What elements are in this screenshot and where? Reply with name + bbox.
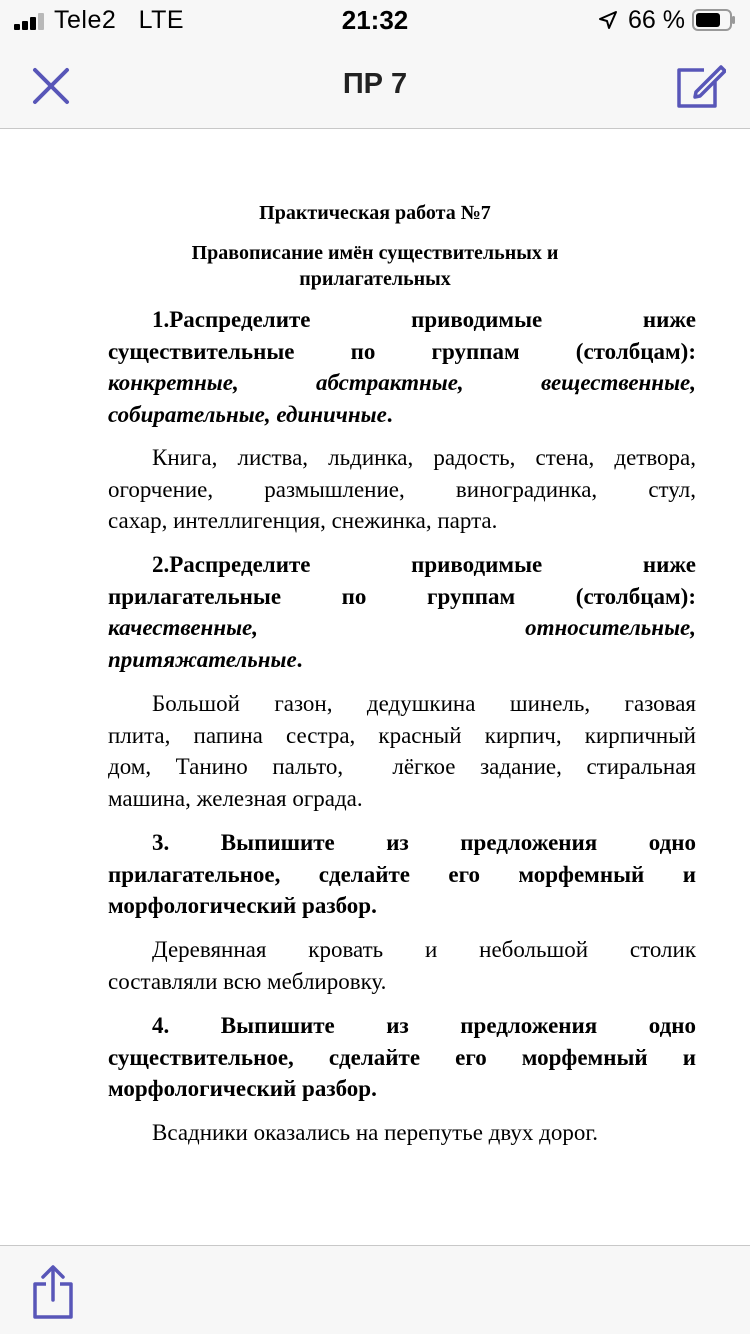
task-line-end: . (296, 646, 303, 672)
doc-title: Практическая работа №7 (259, 202, 491, 224)
doc-subtitle-line: Правописание имён существительных и (191, 242, 559, 264)
task-line-italic: собирательные, единичные (108, 401, 387, 427)
task-line (108, 644, 696, 676)
text-line: огорчение, размышление, виноградинка, стул, (108, 476, 696, 502)
text-line: Всадники оказались на перепутье двух дорог. (152, 1120, 598, 1145)
task-line: 3. Выпишите из предложения одно (152, 830, 696, 855)
share-icon[interactable] (30, 1264, 76, 1320)
text-line: Деревянная кровать и небольшой столик (152, 937, 696, 962)
exercise-text-2 (108, 688, 696, 814)
task-line: прилагательное, сделайте его морфемный и (108, 861, 696, 887)
text-line: Книга, листва, льдинка, радость, стена, детвора, (152, 445, 696, 470)
doc-subtitle-line: прилагательных (299, 268, 451, 290)
battery-icon (692, 9, 736, 31)
text-line: составляли всю меблировку. (108, 968, 387, 994)
exercise-text-1 (108, 442, 696, 537)
task-line (108, 399, 696, 431)
task-line: прилагательные по группам (столбцам): (108, 583, 696, 609)
nav-bar (0, 40, 750, 129)
task-line: морфологический разбор. (108, 893, 377, 918)
page-title: ПР 7 (342, 68, 408, 100)
task-line: существительное, сделайте его морфемный и (108, 1044, 696, 1070)
exercise-text-3 (108, 934, 696, 997)
task-2 (108, 549, 696, 675)
clock: 21:32 (341, 5, 409, 35)
battery-percent: 66 % (628, 6, 685, 34)
task-line: 4. Выпишите из предложения одно (152, 1013, 696, 1038)
task-line: качественные, относительные, (108, 615, 696, 640)
text-line: машина, железная ограда. (108, 785, 363, 811)
task-line: конкретные, абстрактные, вещественные, (108, 370, 696, 395)
bottom-toolbar (0, 1245, 750, 1334)
task-line: морфологический разбор. (108, 1076, 377, 1101)
status-bar (0, 0, 750, 40)
text-line: дом, Танино пальто, лёгкое задание, стиральная (108, 754, 696, 779)
edit-icon[interactable] (674, 60, 726, 110)
doc-subtitle (150, 240, 600, 292)
text-line: плита, папина сестра, красный кирпич, кирпичный (108, 722, 696, 748)
exercise-text-4 (108, 1117, 696, 1149)
task-4 (108, 1010, 696, 1105)
carrier-label: Tele2 LTE (54, 6, 185, 34)
task-line: 1.Распределите приводимые ниже (152, 307, 696, 332)
task-line: существительные по группам (столбцам): (108, 338, 696, 364)
document-view[interactable] (0, 130, 750, 1245)
text-line: Большой газон, дедушкина шинель, газовая (152, 691, 696, 716)
task-line: 2.Распределите приводимые ниже (152, 552, 696, 577)
task-line-italic: притяжательные (108, 646, 297, 672)
text-line: сахар, интеллигенция, снежинка, парта. (108, 508, 498, 533)
task-line-end: . (386, 401, 393, 427)
location-arrow-icon (598, 10, 618, 30)
task-1 (108, 304, 696, 430)
task-3 (108, 827, 696, 922)
